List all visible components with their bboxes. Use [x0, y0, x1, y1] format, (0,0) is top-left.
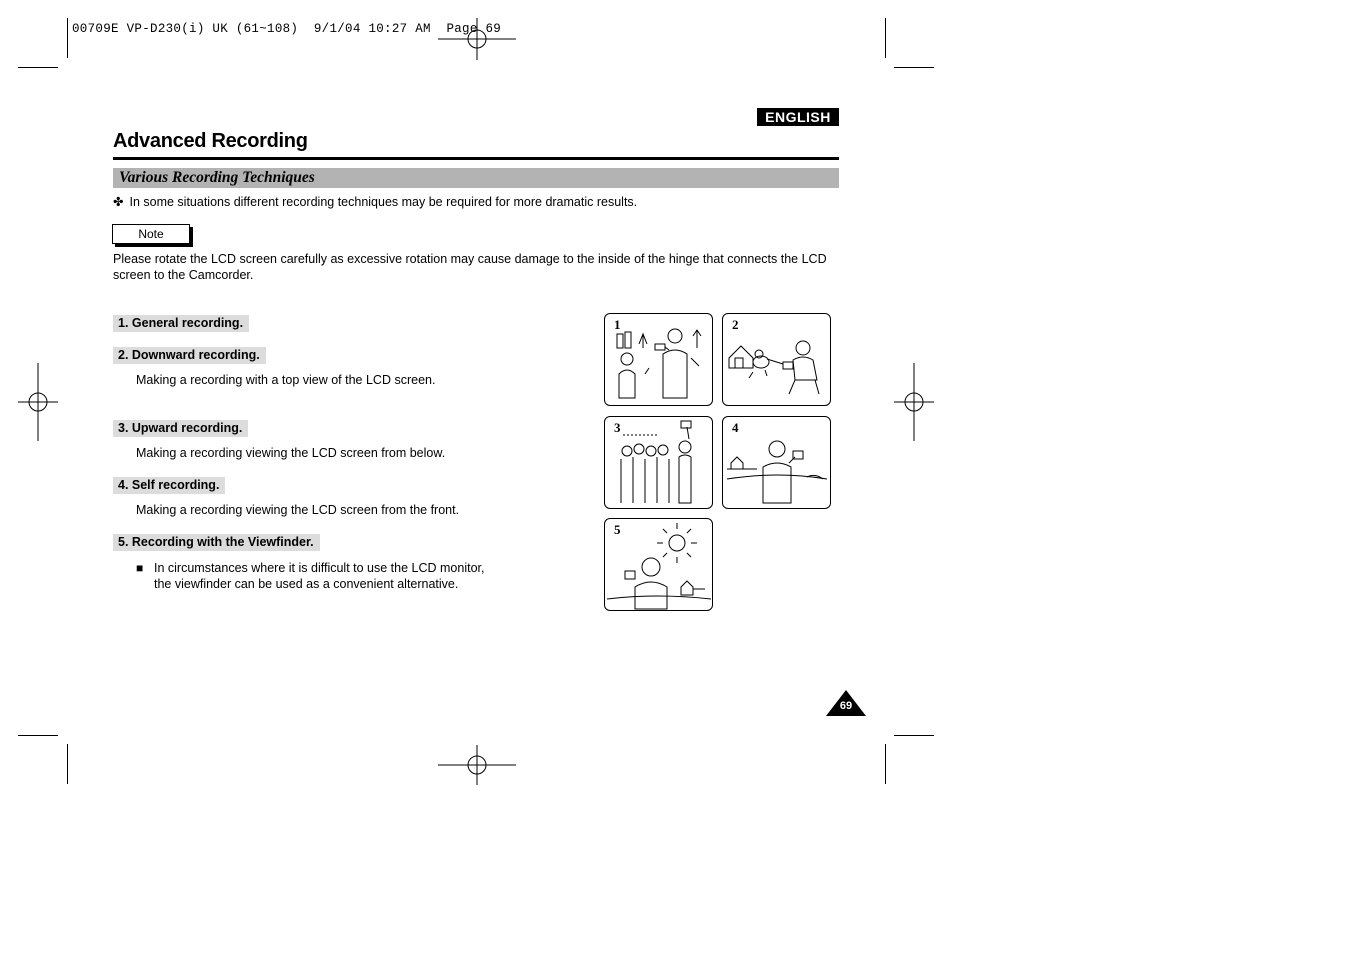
illustration-viewfinder-recording	[604, 518, 713, 611]
flower-bullet-icon: ✤	[113, 195, 124, 209]
item-downward-desc: Making a recording with a top view of the LCD screen.	[136, 373, 436, 387]
print-header: 00709E VP-D230(i) UK (61~108) 9/1/04 10:27 AM Page 69	[72, 22, 502, 36]
intro-text: In some situations different recording techniques may be required for more dramatic results.	[129, 195, 638, 209]
note-text: Please rotate the LCD screen carefully as excessive rotation may cause damage to the inside of the hinge that connects the LCD screen to the Camcorder.	[113, 252, 827, 282]
crop-mark	[894, 67, 934, 68]
item-upward-recording: 3. Upward recording.	[113, 420, 248, 437]
illustration-upward-recording	[604, 416, 713, 509]
viewfinder-bullet-line2: the viewfinder can be used as a convenient alternative.	[154, 577, 459, 591]
item-general-recording: 1. General recording.	[113, 315, 249, 332]
illustration-number: 3	[614, 420, 621, 435]
crop-mark	[894, 735, 934, 736]
viewfinder-bullet-line1: In circumstances where it is difficult to use the LCD monitor,	[154, 561, 485, 575]
crop-mark	[885, 18, 886, 58]
registration-mark-icon	[894, 363, 934, 441]
section-header	[113, 168, 839, 188]
item-upward-desc: Making a recording viewing the LCD screen from below.	[136, 446, 446, 460]
person-crouching-dog-icon	[723, 314, 830, 405]
registration-mark-icon	[438, 18, 516, 60]
illustration-downward-recording	[722, 313, 831, 406]
item-self-recording: 4. Self recording.	[113, 477, 225, 494]
illustration-self-recording	[722, 416, 831, 509]
illustration-number: 4	[732, 420, 739, 435]
item-self-desc: Making a recording viewing the LCD screen from the front.	[136, 503, 460, 517]
intro-paragraph	[113, 194, 637, 209]
crop-mark	[18, 67, 58, 68]
crowd-camera-raised-icon	[605, 417, 712, 508]
illustration-general-recording	[604, 313, 713, 406]
illustration-number: 1	[614, 317, 621, 332]
registration-mark-icon	[438, 745, 516, 785]
page-number-badge	[826, 690, 866, 716]
page-number: 69	[839, 700, 853, 712]
item-viewfinder-recording: 5. Recording with the Viewfinder.	[113, 534, 320, 551]
title-rule	[113, 157, 839, 160]
section-title: Various Recording Techniques	[119, 169, 315, 186]
language-badge: ENGLISH	[757, 108, 839, 126]
page-title: Advanced Recording	[113, 130, 308, 152]
crop-mark	[885, 744, 886, 784]
item-downward-recording: 2. Downward recording.	[113, 347, 266, 364]
crop-mark	[67, 744, 68, 784]
person-self-filming-icon	[723, 417, 830, 508]
crop-mark	[18, 735, 58, 736]
note-label: Note	[112, 224, 190, 244]
registration-mark-icon	[18, 363, 58, 441]
crop-mark	[67, 18, 68, 58]
illustration-number: 5	[614, 522, 621, 537]
illustration-number: 2	[732, 317, 739, 332]
person-viewfinder-sun-icon	[605, 519, 712, 610]
square-bullet-icon: ■	[136, 561, 144, 575]
people-filming-icon	[605, 314, 712, 405]
